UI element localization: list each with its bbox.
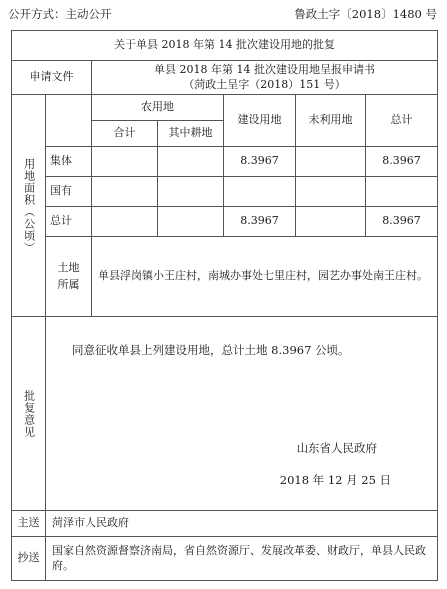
approval-content (46, 317, 438, 511)
table-row (12, 147, 438, 177)
cell-unused (296, 207, 366, 237)
application-line2: （菏政土呈字（2018）151 号） (183, 77, 346, 91)
application-label: 申请文件 (12, 61, 92, 95)
document-title: 关于单县 2018 年第 14 批次建设用地的批复 (12, 31, 438, 61)
application-line1: 单县 2018 年第 14 批次建设用地呈报申请书 (154, 63, 376, 77)
cc-label: 抄送 (12, 537, 46, 581)
cc-value: 国家自然资源督察济南局，省自然资源厅、发展改革委、财政厅，单县人民政府。 (46, 537, 438, 581)
table-row (12, 177, 438, 207)
land-area-side-label (12, 95, 46, 317)
approval-form (11, 30, 438, 581)
cell-arable (158, 177, 224, 207)
disclosure-method: 公开方式：主动公开 (8, 7, 112, 21)
approval-date: 2018 年 12 月 25 日 (279, 473, 392, 487)
row-label-state: 国有 (46, 177, 92, 207)
cell-arable (158, 147, 224, 177)
document-number: 鲁政土字〔2018〕1480 号 (294, 7, 437, 21)
header-blank (46, 95, 92, 147)
cell-subtotal (92, 207, 158, 237)
total-header: 总计 (366, 95, 438, 147)
issuing-authority: 山东省人民政府 (296, 441, 378, 455)
cell-construction (224, 177, 296, 207)
cell-arable (158, 207, 224, 237)
cell-subtotal (92, 147, 158, 177)
farmland-header: 农用地 (92, 95, 224, 121)
main-recipient-value: 菏泽市人民政府 (46, 511, 438, 537)
land-belonging-text-label: 土地所属 (57, 261, 80, 291)
cell-unused (296, 177, 366, 207)
cell-total (366, 177, 438, 207)
construction-land-header: 建设用地 (224, 95, 296, 147)
subtotal-header: 合计 (92, 121, 158, 147)
land-belonging-value: 单县浮岗镇小王庄村，南城办事处七里庄村，园艺办事处南王庄村。 (92, 237, 438, 317)
row-label-collective: 集体 (46, 147, 92, 177)
row-label-total: 总计 (46, 207, 92, 237)
cell-subtotal (92, 177, 158, 207)
cell-total: 8.3967 (366, 207, 438, 237)
cell-construction: 8.3967 (224, 147, 296, 177)
unused-land-header: 未利用地 (296, 95, 366, 147)
application-document (92, 61, 438, 95)
arable-header: 其中耕地 (158, 121, 224, 147)
cell-unused (296, 147, 366, 177)
main-recipient-label: 主送 (12, 511, 46, 537)
land-belonging-label (46, 237, 92, 317)
cell-total: 8.3967 (366, 147, 438, 177)
approval-text: 同意征收单县上列建设用地，总计土地 8.3967 公顷。 (72, 343, 350, 357)
cell-construction: 8.3967 (224, 207, 296, 237)
approval-label (12, 317, 46, 511)
approval-label-text: 批复意见 (22, 389, 36, 438)
land-area-side-text: 用地面积（公顷） (22, 157, 36, 254)
table-row (12, 207, 438, 237)
